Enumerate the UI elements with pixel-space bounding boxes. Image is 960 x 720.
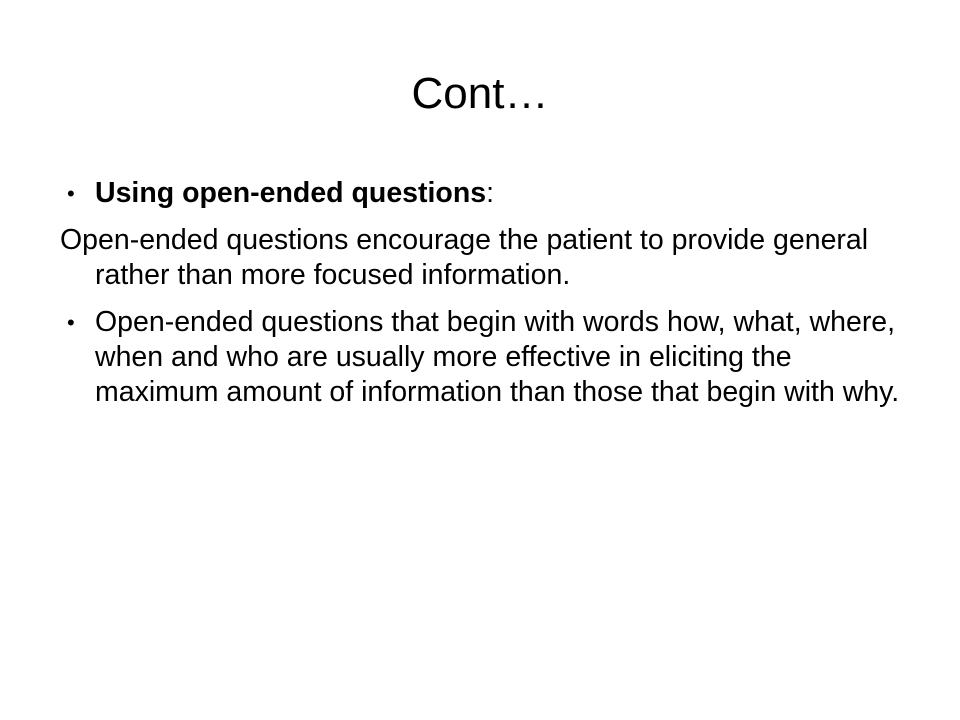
paragraph-open-ended: Open-ended questions encourage the patient to provide general rather than more focused information. [60, 224, 869, 291]
bullet-item-heading [60, 176, 900, 211]
bullet-icon: • [67, 181, 75, 206]
bullet-icon: • [67, 310, 75, 335]
bullet-heading-suffix: : [486, 177, 495, 209]
slide-body [60, 176, 900, 422]
bullet-item-words [60, 305, 900, 410]
bullet-heading-bold: Using open-ended questions [95, 177, 487, 209]
slide-title: Cont… [411, 69, 549, 118]
bullet-words-text: Open-ended questions that begin with words how, what, where, when and who are usually more effective in eliciting the maximum amount of information than those that begin with why. [95, 306, 900, 408]
